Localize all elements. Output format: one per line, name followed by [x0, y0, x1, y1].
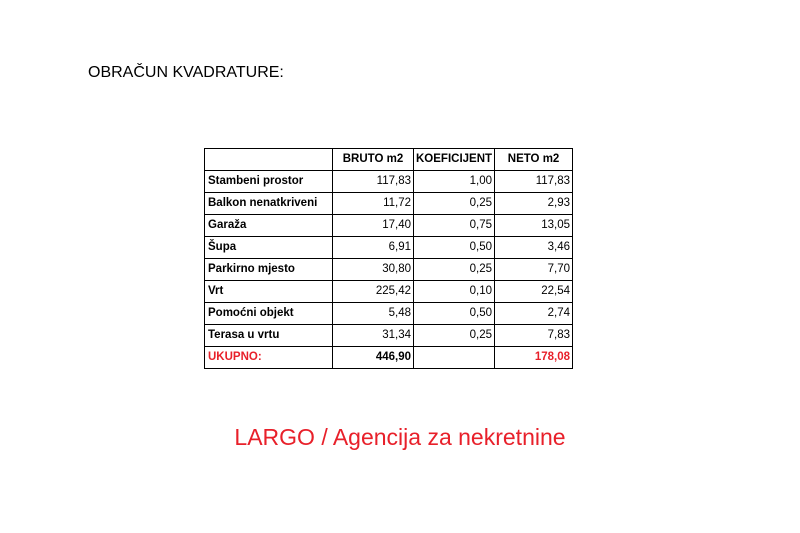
row-bruto: 31,34 — [333, 325, 414, 347]
header-neto: NETO m2 — [495, 149, 573, 171]
row-bruto: 5,48 — [333, 303, 414, 325]
row-label: Terasa u vrtu — [205, 325, 333, 347]
table-row — [205, 237, 573, 259]
area-calculation-table — [204, 148, 573, 369]
table-row — [205, 303, 573, 325]
header-label-cell — [205, 149, 333, 171]
row-koeficijent: 0,75 — [414, 215, 495, 237]
row-label: Vrt — [205, 281, 333, 303]
page-title: OBRAČUN KVADRATURE: — [88, 64, 284, 81]
row-label: Stambeni prostor — [205, 171, 333, 193]
row-neto: 22,54 — [495, 281, 573, 303]
row-bruto: 225,42 — [333, 281, 414, 303]
row-koeficijent: 0,50 — [414, 237, 495, 259]
row-label: Parkirno mjesto — [205, 259, 333, 281]
table-row — [205, 281, 573, 303]
table-row — [205, 325, 573, 347]
row-neto: 7,83 — [495, 325, 573, 347]
row-label: Šupa — [205, 237, 333, 259]
total-neto: 178,08 — [495, 347, 573, 369]
total-row — [205, 347, 573, 369]
total-label: UKUPNO: — [205, 347, 333, 369]
table-row — [205, 215, 573, 237]
table-body — [205, 149, 573, 369]
row-bruto: 6,91 — [333, 237, 414, 259]
row-koeficijent: 0,10 — [414, 281, 495, 303]
row-label: Pomoćni objekt — [205, 303, 333, 325]
table-header-row — [205, 149, 573, 171]
total-bruto: 446,90 — [333, 347, 414, 369]
row-bruto: 11,72 — [333, 193, 414, 215]
header-bruto: BRUTO m2 — [333, 149, 414, 171]
row-neto: 2,93 — [495, 193, 573, 215]
row-neto: 7,70 — [495, 259, 573, 281]
row-koeficijent: 0,25 — [414, 259, 495, 281]
table-row — [205, 259, 573, 281]
row-bruto: 117,83 — [333, 171, 414, 193]
row-bruto: 30,80 — [333, 259, 414, 281]
row-label: Balkon nenatkriveni — [205, 193, 333, 215]
table-row — [205, 171, 573, 193]
row-koeficijent: 0,25 — [414, 193, 495, 215]
row-neto: 13,05 — [495, 215, 573, 237]
row-koeficijent: 0,25 — [414, 325, 495, 347]
row-neto: 2,74 — [495, 303, 573, 325]
row-label: Garaža — [205, 215, 333, 237]
total-koeficijent — [414, 347, 495, 369]
table-row — [205, 193, 573, 215]
header-koeficijent: KOEFICIJENT — [414, 149, 495, 171]
row-neto: 3,46 — [495, 237, 573, 259]
row-bruto: 17,40 — [333, 215, 414, 237]
row-neto: 117,83 — [495, 171, 573, 193]
agency-brand-text: LARGO / Agencija za nekretnine — [234, 424, 566, 450]
row-koeficijent: 1,00 — [414, 171, 495, 193]
row-koeficijent: 0,50 — [414, 303, 495, 325]
